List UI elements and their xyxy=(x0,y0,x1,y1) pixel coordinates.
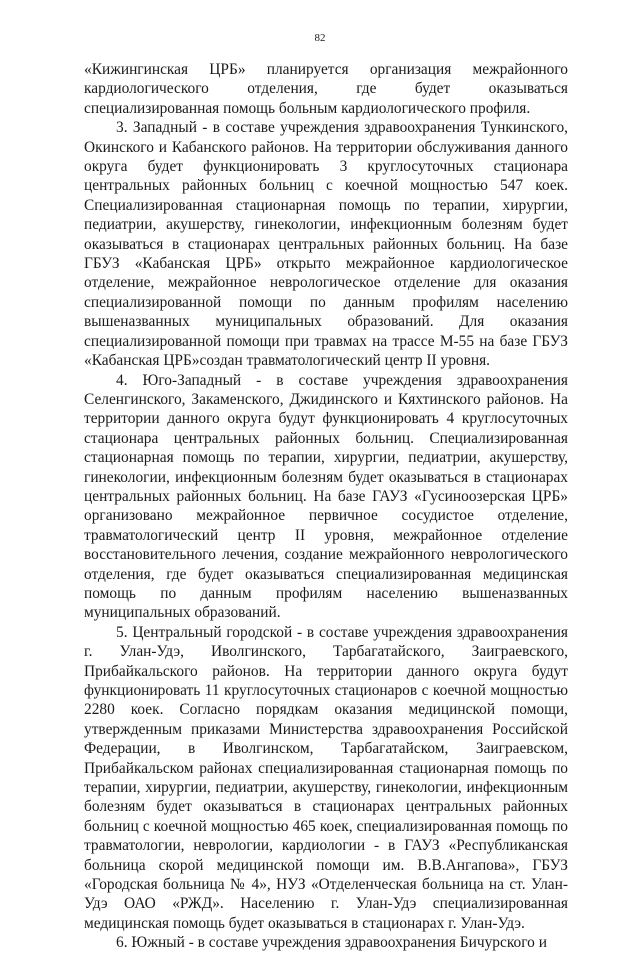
document-body xyxy=(84,60,568,953)
paragraph-southern-district: 6. Южный - в составе учреждения здравоохранения Бичурского и xyxy=(116,934,547,952)
paragraph-western-district: 3. Западный - в составе учреждения здравоохранения Тункинского, Окинского и Кабанского районов. На территории обслуживания данного округа будет функционировать 3 круглосуточных стационара центральных районных больниц с коечной мощностью 547 коек. Специализированная стационарная помощь по терапии, хирургии, педиатрии, акушерству, гинекологии, инфекционным болезням будет оказываться в стационарах центральных районных больниц. На базе ГБУЗ «Кабанская ЦРБ» открыто межрайонное кардиологическое отделение, межрайонное неврологическое отделение для оказания специализированной помощи по данным профилям населению вышеназванных муниципальных образований. Для оказания специализированной помощи при травмах на трассе М-55 на базе ГБУЗ «Кабанская ЦРБ»создан травматологический центр II уровня. xyxy=(84,119,568,370)
paragraph-continuation: «Кижингинская ЦРБ» планируется организация межрайонного кардиологического отделения, где будет оказываться специализированная помощь больным кардиологического профиля. xyxy=(84,61,568,117)
paragraph-southwestern-district: 4. Юго-Западный - в составе учреждения здравоохранения Селенгинского, Закаменского, Джидинского и Кяхтинского районов. На территории данного округа будут функционировать 4 круглосуточных стационара центральных районных больниц. Специализированная стационарная помощь по терапии, хирургии, педиатрии, акушерству, гинекологии, инфекционным болезням будет оказываться в стационарах центральных районных больниц. На базе ГАУЗ «Гусиноозерская ЦРБ» организовано межрайонное первичное сосудистое отделение, травматологический центр II уровня, межрайонное отделение восстановительного лечения, создание межрайонного неврологического отделения, где будет оказываться специализированная медицинская помощь по данным профилям населению вышеназванных муниципальных образований. xyxy=(84,371,568,622)
paragraph-central-city-district: 5. Центральный городской - в составе учреждения здравоохранения г. Улан-Удэ, Иволгинского, Тарбагатайского, Заиграевского, Прибайкальского районов. На территории данного округа будут функционировать 11 круглосуточных стационаров с коечной мощностью 2280 коек. Согласно порядкам оказания медицинской помощи, утвержденным приказами Министерства здравоохранения Российской Федерации, в Иволгинском, Тарбагатайском, Заиграевском, Прибайкальском районах специализированная стационарная помощь по терапии, хирургии, педиатрии, акушерству, гинекологии, инфекционным болезням будет оказываться в стационарах центральных районных больниц с коечной мощностью 465 коек, специализированная помощь по травматологии, неврологии, кардиологии - в ГАУЗ «Республиканская больница скорой медицинской помощи им. В.В.Ангапова», ГБУЗ «Городская больница № 4», НУЗ «Отделенческая больница на ст. Улан-Удэ ОАО «РЖД». Населению г. Улан-Удэ специализированная медицинская помощь будет оказываться в стационарах г. Улан-Удэ. xyxy=(84,623,568,932)
page-number: 82 xyxy=(314,32,326,44)
